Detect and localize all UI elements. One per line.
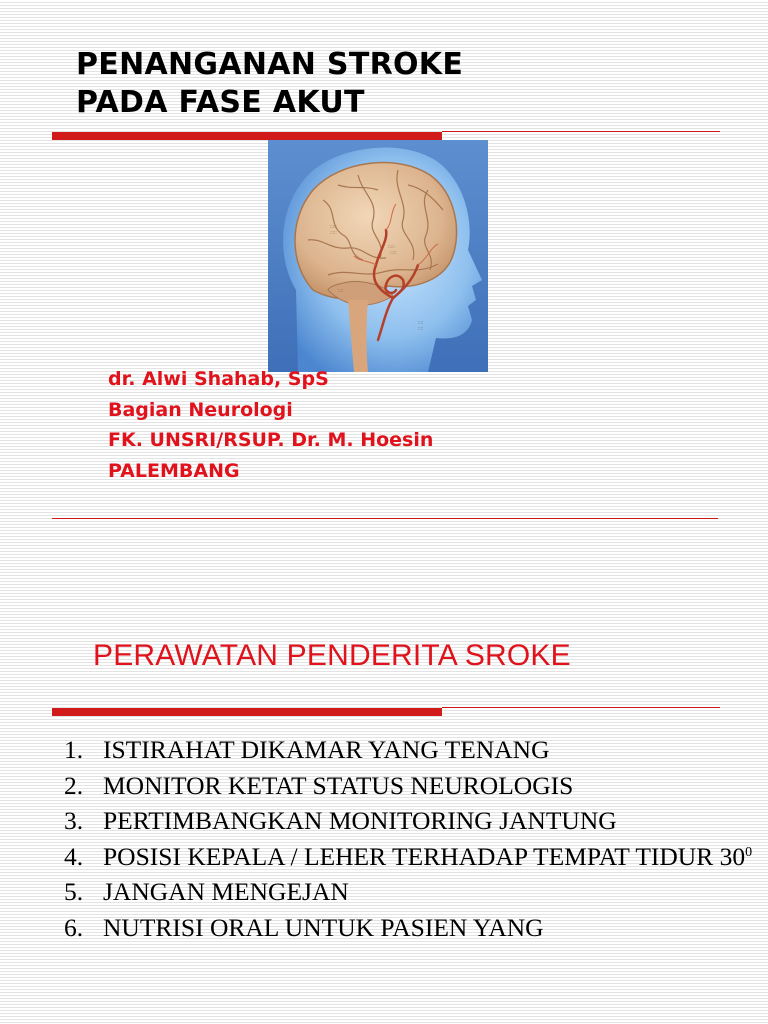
author-department: Bagian Neurologi bbox=[108, 398, 293, 421]
list-item-number: 4. bbox=[64, 841, 84, 871]
slide-1-title bbox=[76, 46, 463, 122]
slide-1-title-line-2: PADA FASE AKUT bbox=[76, 85, 365, 120]
list-item-number: 5. bbox=[64, 877, 84, 906]
title-divider-thick bbox=[52, 132, 442, 140]
brain-illustration bbox=[268, 140, 488, 372]
list-item-text: MONITOR KETAT STATUS NEUROLOGIS bbox=[103, 770, 574, 800]
list-item-text: POSISI KEPALA / LEHER TERHADAP TEMPAT TIDUR 30 bbox=[103, 841, 746, 871]
slide-1-title-line-1: PENANGANAN STROKE bbox=[76, 47, 464, 82]
author-institution: FK. UNSRI/RSUP. Dr. M. Hoesin bbox=[108, 429, 434, 451]
svg-text::::::: ::::: bbox=[390, 250, 397, 255]
list-item-text: PERTIMBANGKAN MONITORING JANTUNG bbox=[103, 806, 617, 835]
slide-1-bottom-divider bbox=[52, 518, 718, 519]
list-item bbox=[64, 874, 754, 910]
list-item bbox=[64, 839, 754, 875]
svg-text:::::: :::: bbox=[418, 326, 424, 331]
list-item bbox=[64, 768, 754, 804]
degree-superscript: 0 bbox=[745, 844, 753, 860]
list-item bbox=[64, 803, 754, 839]
author-city: PALEMBANG bbox=[108, 459, 240, 482]
care-steps-list bbox=[64, 732, 754, 945]
list-item-number: 1. bbox=[64, 735, 84, 764]
list-item bbox=[64, 910, 754, 946]
list-item-number: 2. bbox=[64, 770, 84, 800]
list-item-number: 6. bbox=[64, 912, 84, 942]
svg-text::::::: ::::: bbox=[330, 224, 337, 229]
list-item-number: 3. bbox=[64, 806, 84, 835]
svg-text::::::: ::::: bbox=[330, 230, 337, 235]
list-item-text: ISTIRAHAT DIKAMAR YANG TENANG bbox=[103, 735, 550, 764]
slide-2-divider-thin bbox=[442, 707, 720, 708]
svg-text::::::: ::::: bbox=[388, 244, 395, 249]
slide-2-title: PERAWATAN PENDERITA SROKE bbox=[93, 639, 571, 672]
list-item-text: NUTRISI ORAL UNTUK PASIEN YANG bbox=[103, 912, 544, 942]
author-name: dr. Alwi Shahab, SpS bbox=[108, 368, 329, 390]
svg-text:::::: :::: bbox=[338, 288, 344, 293]
title-divider-thin bbox=[442, 131, 720, 132]
brain-illustration-svg bbox=[268, 140, 488, 372]
svg-text:::::: :::: bbox=[418, 320, 424, 325]
list-item bbox=[64, 732, 754, 768]
slide-2-divider-thick bbox=[52, 708, 442, 716]
list-item-text: JANGAN MENGEJAN bbox=[103, 877, 349, 906]
slide-2 bbox=[0, 560, 768, 1024]
author-block bbox=[108, 364, 433, 486]
